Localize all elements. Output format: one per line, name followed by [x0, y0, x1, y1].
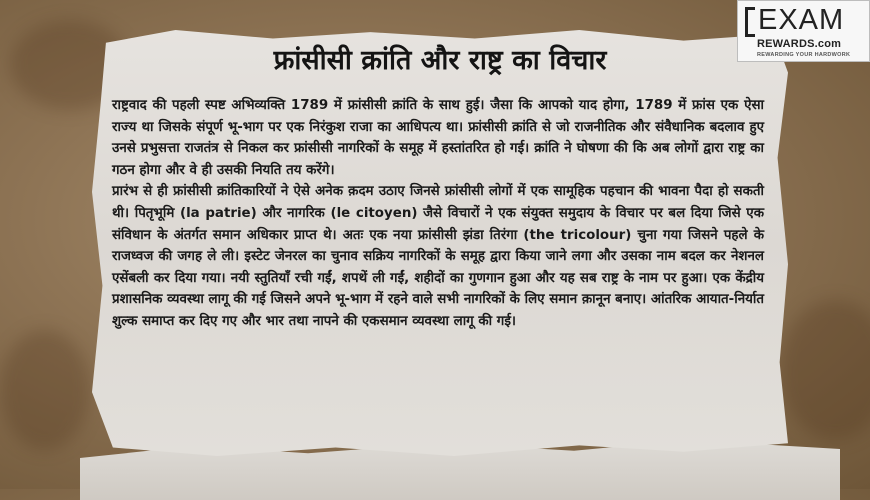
paragraph: राष्ट्रवाद की पहली स्पष्ट अभिव्यक्ति 1789 में फ्रांसीसी क्रांति के साथ हुई। जैसा कि आपको याद होगा, 1789 में फ्रांस एक ऐसा राज्य था जिसके संपूर्ण भू-भाग पर एक निरंकुश राजा का आधिपत्य था। फ्रांसीसी क्रांति से जो राजनीतिक और संवैधानिक बदलाव हुए उनसे प्रभुसत्ता राजतंत्र से निकल कर फ्रांसीसी नागरिकों के समूह में हस्तांतरित हो गई। क्रांति ने घोषणा की कि अब लोगों द्वारा राष्ट्र का गठन होगा और वे ही उसकी नियति तय करेंगे।: [112, 98, 764, 178]
background-stain: [780, 300, 870, 440]
document-body: [112, 95, 764, 333]
bracket-icon: [745, 7, 755, 37]
exam-rewards-logo[interactable]: [737, 0, 870, 62]
background-stain: [0, 330, 90, 450]
logo-brand: EXAM: [758, 4, 845, 36]
logo-subtitle: REWARDS.com: [757, 38, 842, 50]
paragraph: प्रारंभ से ही फ्रांसीसी क्रांतिकारियों ने ऐसे अनेक क़दम उठाए जिनसे फ्रांसीसी लोगों में एक सामूहिक पहचान की भावना पैदा हो सकती थी। पितृभूमि (la patrie) और नागरिक (le citoyen) जैसे विचारों ने एक संयुक्त समुदाय के विचार पर बल दिया जिसे एक संविधान के अंतर्गत समान अधिकार प्राप्त थे। अतः एक नया फ्रांसीसी झंडा तिरंगा (the tricolour) चुना गया जिसने पहले के राजध्वज की जगह ले ली। इस्टेट जेनरल का चुनाव सक्रिय नागरिकों के समूह द्वारा किया जाने लगा और उसका नाम बदल कर नेशनल एसेंबली कर दिया गया। नयी स्तुतियाँ रची गईं, शपथें ली गईं, शहीदों का गुणगान हुआ और यह सब राष्ट्र के नाम पर हुआ। एक केंद्रीय प्रशासनिक व्यवस्था लागू की गई जिसने अपने भू-भाग में रहने वाले सभी नागरिकों के लिए समान क़ानून बनाए। आंतरिक आयात-निर्यात शुल्क समाप्त कर दिए गए और भार तथा नापने की एकसमान व्यवस्था लागू की गई।: [112, 184, 764, 329]
logo-tagline: REWARDING YOUR HARDWORK: [757, 52, 851, 58]
page-title: फ्रांसीसी क्रांति और राष्ट्र का विचार: [273, 45, 607, 76]
